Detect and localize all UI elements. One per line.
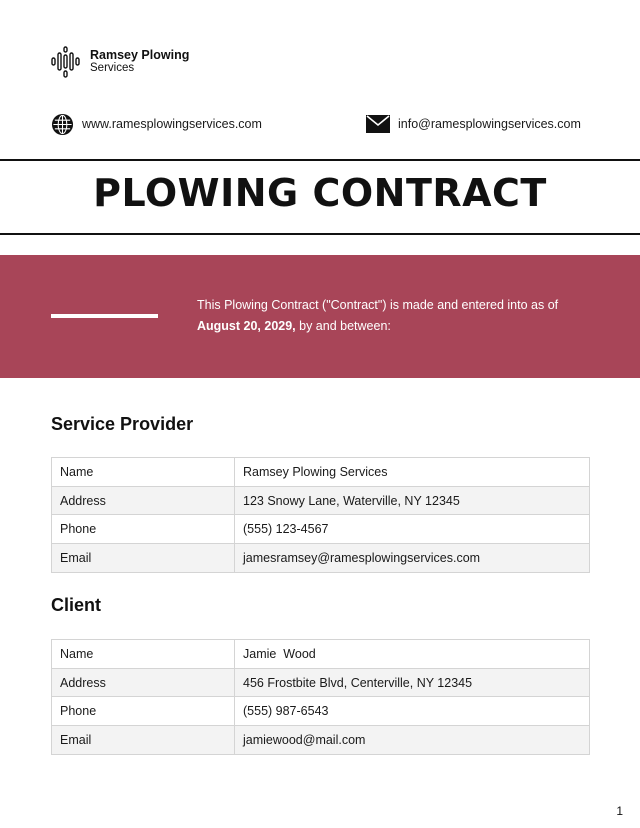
row-value: jamiewood@mail.com [235, 726, 590, 755]
title-top-rule [0, 159, 640, 161]
row-value: Jamie Wood [235, 640, 590, 669]
row-label: Address [52, 486, 235, 515]
table-row [52, 544, 590, 573]
row-label: Name [52, 458, 235, 487]
table-row [52, 726, 590, 755]
row-value: jamesramsey@ramesplowingservices.com [235, 544, 590, 573]
email-text[interactable]: info@ramesplowingservices.com [398, 117, 581, 131]
table-row [52, 697, 590, 726]
row-value: (555) 987-6543 [235, 697, 590, 726]
row-label: Phone [52, 515, 235, 544]
page-title: PLOWING CONTRACT [93, 171, 547, 215]
banner-accent-line [51, 314, 158, 318]
table-row [52, 640, 590, 669]
row-label: Address [52, 668, 235, 697]
company-name: Ramsey Plowing [90, 48, 190, 62]
table-row [52, 515, 590, 544]
row-label: Email [52, 726, 235, 755]
company-subtitle: Services [90, 62, 135, 74]
table-row [52, 458, 590, 487]
table-row [52, 668, 590, 697]
logo-mark-icon [50, 44, 86, 80]
row-value: 123 Snowy Lane, Waterville, NY 12345 [235, 486, 590, 515]
table-row [52, 486, 590, 515]
service-provider-table [51, 457, 590, 573]
row-value: 456 Frostbite Blvd, Centerville, NY 12345 [235, 668, 590, 697]
row-value: Ramsey Plowing Services [235, 458, 590, 487]
website-contact [50, 112, 262, 136]
intro-date: August 20, 2029, [197, 319, 296, 333]
client-table [51, 639, 590, 755]
title-bottom-rule [0, 233, 640, 235]
intro-after: by and between: [295, 319, 391, 333]
row-label: Name [52, 640, 235, 669]
intro-text [197, 295, 597, 337]
intro-banner [0, 255, 640, 378]
intro-before: This Plowing Contract ("Contract") is made and entered into as of [197, 298, 559, 312]
row-value: (555) 123-4567 [235, 515, 590, 544]
page-number: 1 [616, 804, 623, 818]
globe-icon [50, 112, 74, 136]
client-heading: Client [51, 595, 102, 615]
company-logo [50, 44, 189, 80]
website-text[interactable]: www.ramesplowingservices.com [82, 117, 262, 131]
service-provider-heading: Service Provider [51, 414, 194, 434]
envelope-icon [366, 112, 390, 136]
row-label: Phone [52, 697, 235, 726]
email-contact [366, 112, 581, 136]
row-label: Email [52, 544, 235, 573]
